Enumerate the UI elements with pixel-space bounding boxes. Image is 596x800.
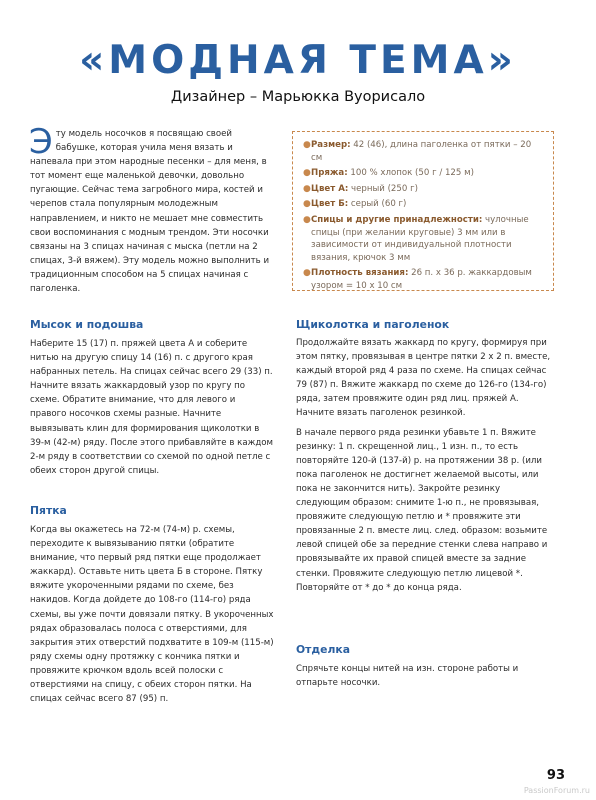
spec-gauge: ● Плотность вязания: 26 п. х 36 р. жаккардовым узором = 10 х 10 см	[303, 268, 532, 291]
spec-tools: ● Спицы и другие принадлежности: чулочные спицы (при желании круговые) 3 мм или в зависимости от индивидуальной плотности вязания, крючок 3 мм	[303, 214, 529, 263]
page-title: «МОДНАЯ ТЕМА»	[79, 38, 517, 83]
intro-paragraph	[29, 122, 274, 296]
section-title-toe: Мысок и подошва	[30, 318, 144, 331]
section-heel-text: Когда вы окажетесь на 72-м (74-м) р. схемы, переходите к вывязыванию пятки (обратите внимание, что первый ряд пятки еще продолжает жаккард). Оставьте нить цвета Б в стороне. Пятку вяжите укороченными рядами по схеме, без накидов. Когда дойдете до 108-го (114-го) ряда схемы, вы уже почти довязали пятку. В укороченных рядах образовалась полоса с отверстиями, для закрытия этих отверстий подхватите в 109-м (115-м) ряду схемы одну протяжку с кончика пятки и провяжите крючком вдоль всей полоски с отверстиями на спицу, с обеих сторон пятки. На спицах сейчас всего 87 (95) п.	[30, 525, 274, 705]
bullet-icon: ●	[303, 140, 311, 150]
bullet-icon: ●	[303, 214, 311, 225]
section-title-heel: Пятка	[30, 504, 67, 517]
bullet-icon: ●	[303, 168, 311, 179]
spec-color-a: ● Цвет А: черный (250 г)	[303, 183, 418, 194]
section-ankle-text-2: В начале первого ряда резинки убавьте 1 п. Вяжите резинку: 1 п. скрещенной лиц., 1 изн. п., то есть повторяйте 120-й (137-й) р. на протяжении 38 р. (или пока паголенок не достигнет желаемой высоты, или пока не закончится нить). Закройте резинку следующим образом: снимите 1-ю п., не провязывая, провяжите следующую петлю и * провяжите эти провязанные 2 п. вместе лиц. след. образом: возьмите левой спицей обе за передние стенки слева направо и провязывайте их правой спицей вместе за задние стенки. Провяжите следующую петлю лицевой *. Повторяйте от * до * до конца ряда.	[296, 427, 548, 593]
designer-credit: Дизайнер – Марьюкка Вуорисало	[170, 89, 426, 105]
section-toe-text: Наберите 15 (17) п. пряжей цвета А и соберите нитью на другую спицу 14 (16) п. с другого края набранных петель. На спицах сейчас всего 29 (33) п. Начните вязать жаккардовый узор по кругу по схеме. Обратите внимание, что для левого и правого носочков схемы разные. Начните вывязывать клин для формирования щиколотки в 39-м (42-м) ряду. После этого прибавляйте в каждом 2-м ряду в соответствии со схемой по одной петле с обеих сторон другой спицы.	[30, 339, 274, 476]
section-title-finish: Отделка	[296, 643, 351, 656]
watermark: PassionForum.ru	[523, 786, 590, 795]
bullet-icon: ●	[303, 199, 311, 210]
section-finish	[296, 662, 554, 690]
page-number: 93	[546, 768, 565, 783]
intro-text: ту модель носочков я посвящаю своей бабушке, которая учила меня вязать и напевала при этом народные песенки – для меня, в тот момент еще маленькой девочки, довольно пугающие. Сейчас тема загробного мира, костей и черепов стала популярным молодежным направлением, и никто не мешает мне совместить свои воспоминания с модным трендом. Эти носочки связаны на 3 спицах начиная с мыска (петли на 2 спицах, 3-й вяжем). Эту модель можно выполнить и традиционным способом на 5 спицах начиная с паголенка.	[30, 129, 270, 295]
spec-yarn: ● Пряжа: 100 % хлопок (50 г / 125 м)	[303, 168, 474, 179]
section-ankle	[296, 336, 554, 595]
bullet-icon: ●	[303, 183, 311, 194]
section-ankle-text-1: Продолжайте вязать жаккард по кругу, формируя при этом пятку, провязывая в центре пятки 2 х 2 п. вместе, каждый второй ряд 4 раза по схеме. На спицах сейчас 79 (87) п. Вяжите жаккард по схеме до 126-го (134-го) ряда, затем провяжите один ряд лиц. пряжей А. Начните вязать паголенок резинкой.	[296, 338, 551, 419]
section-toe	[30, 337, 274, 478]
section-title-ankle: Щиколотка и паголенок	[296, 318, 450, 331]
specs-list	[303, 139, 545, 293]
specs-box	[292, 131, 554, 291]
intro-block	[29, 122, 274, 296]
section-finish-text: Спрячьте концы нитей на изн. стороне работы и отпарьте носочки.	[296, 664, 519, 689]
drop-cap: Э	[29, 122, 53, 162]
bullet-icon: ●	[303, 268, 311, 279]
section-heel	[30, 523, 274, 706]
spec-color-b: ● Цвет Б: серый (60 г)	[303, 199, 407, 210]
spec-size: ● Размер: 42 (46), длина паголенка от пятки – 20 см	[303, 140, 532, 163]
